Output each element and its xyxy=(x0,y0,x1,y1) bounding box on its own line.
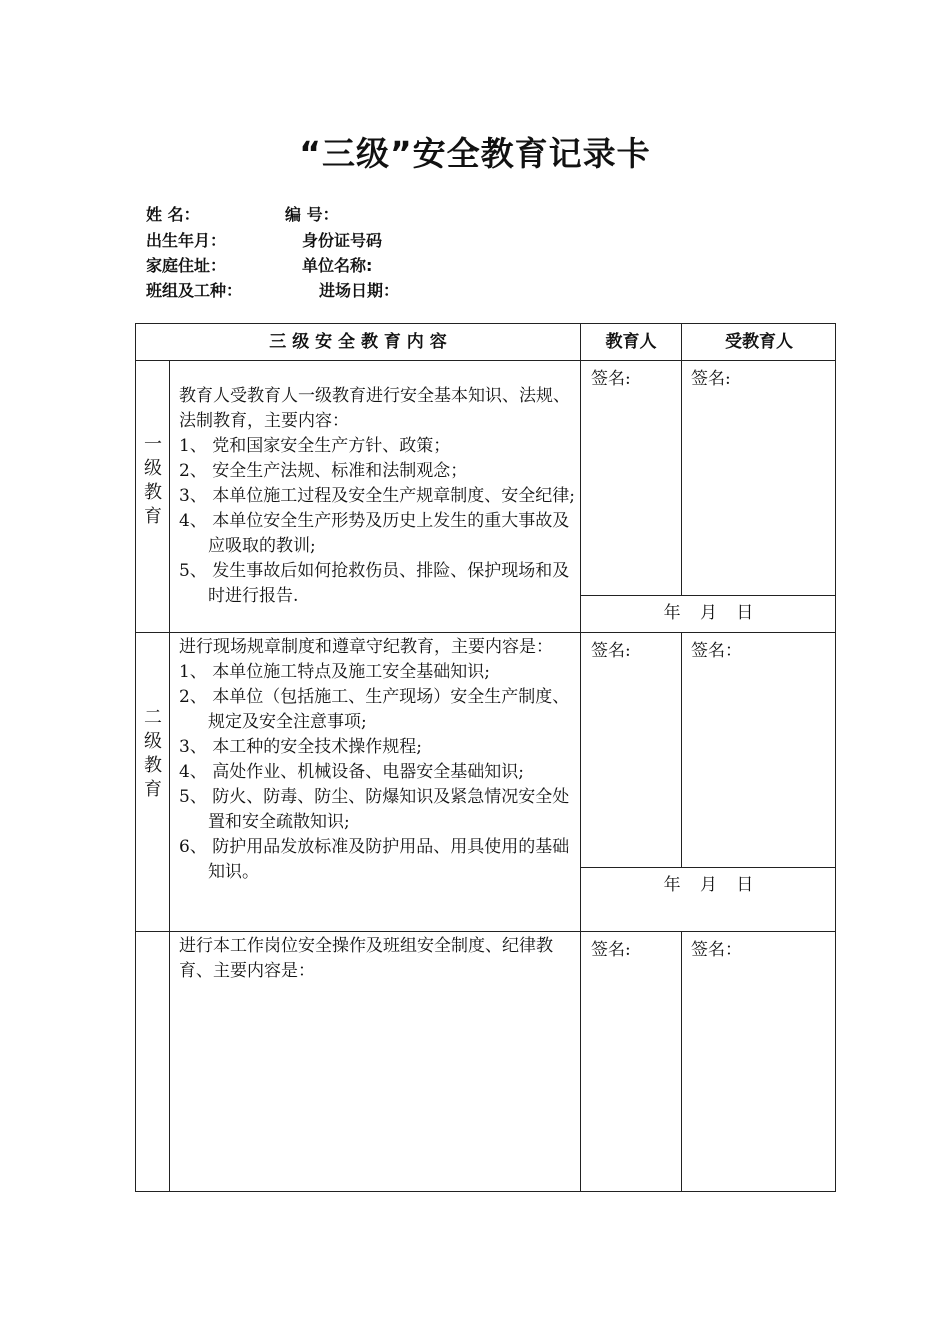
level-2-content xyxy=(179,635,575,885)
education-table xyxy=(135,323,836,1192)
header-educatee: 受教育人 xyxy=(725,332,793,352)
level-2-date[interactable]: 年 月 日 xyxy=(663,875,754,895)
level-2-label: 二 级 教 育 xyxy=(144,707,162,800)
col-divider xyxy=(681,632,682,868)
level-3-content xyxy=(179,934,575,984)
list-item: 2、 本单位（包括施工、生产现场）安全生产制度、规定及安全注意事项; xyxy=(179,687,570,732)
row-divider xyxy=(136,931,835,932)
date-divider xyxy=(581,867,835,868)
row-divider xyxy=(136,632,835,633)
list-item: 4、 高处作业、机械设备、电器安全基础知识; xyxy=(179,762,524,782)
address-label: 家庭住址： xyxy=(146,256,227,275)
page-title: “三级”安全教育记录卡 xyxy=(299,134,651,173)
educatee-signature[interactable]: 签名： xyxy=(691,641,742,661)
list-item: 1、 党和国家安全生产方针、政策； xyxy=(179,436,451,456)
entry-date-label: 进场日期： xyxy=(319,281,400,300)
number-label: 编 号： xyxy=(285,205,339,224)
list-item: 6、 防护用品发放标准及防护用品、用具使用的基础知识。 xyxy=(179,837,570,882)
educator-signature[interactable]: 签名: xyxy=(591,940,631,960)
educator-signature[interactable]: 签名: xyxy=(591,369,631,389)
list-item: 3、 本单位施工过程及安全生产规章制度、安全纪律; xyxy=(179,486,575,506)
header-content: 三 级 安 全 教 育 内 容 xyxy=(269,332,447,352)
list-item: 4、 本单位安全生产形势及历史上发生的重大事故及应吸取的教训; xyxy=(179,511,570,556)
row-divider xyxy=(136,360,835,361)
list-item: 2、 安全生产法规、标准和法制观念； xyxy=(179,461,468,481)
col-divider xyxy=(580,324,581,1191)
list-item: 3、 本工种的安全技术操作规程; xyxy=(179,737,422,757)
list-item: 5、 防火、防毒、防尘、防爆知识及紧急情况安全处置和安全疏散知识; xyxy=(179,787,570,832)
level-1-content xyxy=(179,384,575,609)
date-divider xyxy=(581,595,835,596)
level-1-date[interactable]: 年 月 日 xyxy=(663,603,754,623)
list-item: 5、 发生事故后如何抢救伤员、排险、保护现场和及时进行报告. xyxy=(179,561,570,606)
level-1-intro: 教育人受教育人一级教育进行安全基本知识、法规、法制教育，主要内容： xyxy=(179,386,570,431)
col-divider xyxy=(681,931,682,1191)
birth-label: 出生年月： xyxy=(146,231,227,250)
educatee-signature[interactable]: 签名： xyxy=(691,940,742,960)
list-item: 1、 本单位施工特点及施工安全基础知识; xyxy=(179,662,490,682)
col-divider xyxy=(681,324,682,596)
level-3-intro: 进行本工作岗位安全操作及班组安全制度、纪律教育、主要内容是： xyxy=(179,936,553,981)
level-2-intro: 进行现场规章制度和遵章守纪教育，主要内容是： xyxy=(179,637,553,657)
level-1-label: 一 级 教 育 xyxy=(144,434,162,527)
unit-label: 单位名称: xyxy=(302,256,373,275)
team-label: 班组及工种： xyxy=(146,281,243,300)
id-number-label: 身份证号码 xyxy=(302,231,383,250)
educator-signature[interactable]: 签名: xyxy=(591,641,631,661)
educatee-signature[interactable]: 签名: xyxy=(691,369,731,389)
name-label: 姓 名： xyxy=(146,205,200,224)
header-educator: 教育人 xyxy=(605,332,657,352)
